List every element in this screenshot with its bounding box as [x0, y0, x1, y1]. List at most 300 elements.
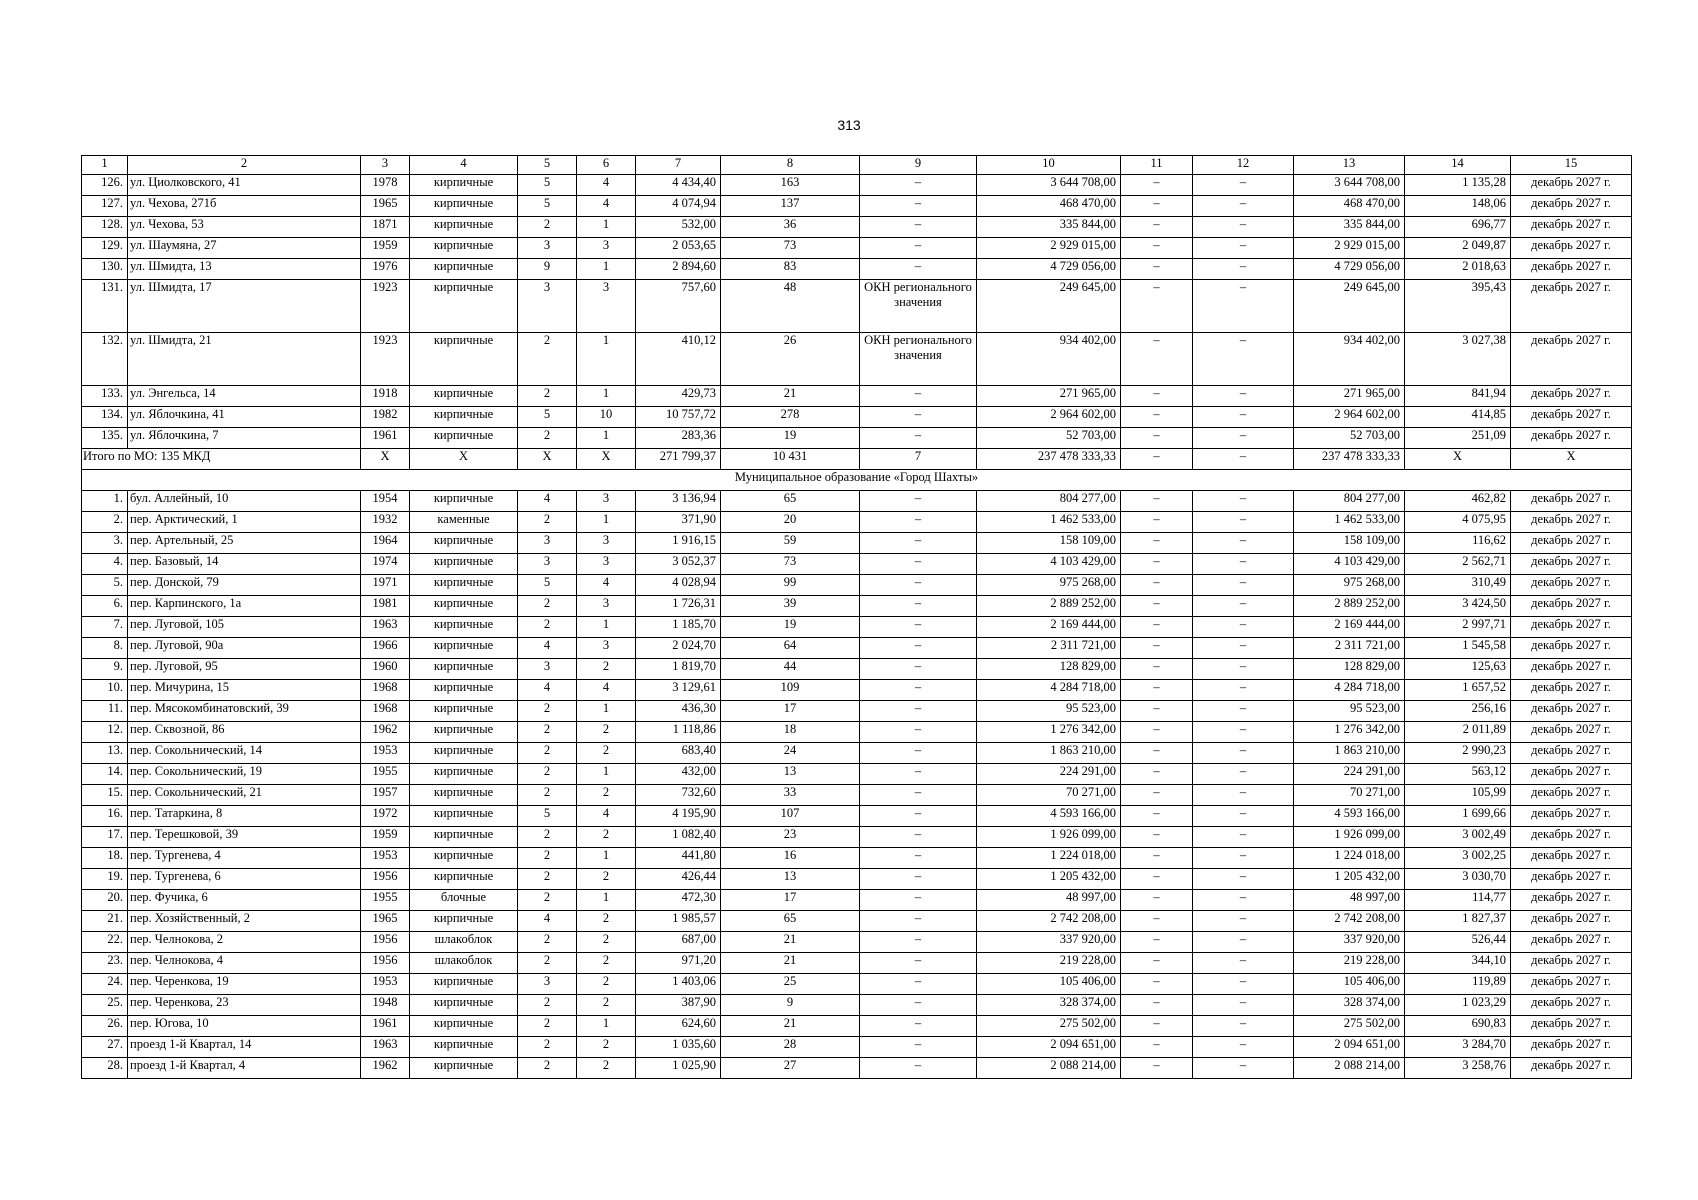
- table-cell: 4 075,95: [1405, 512, 1511, 533]
- table-cell: 1 985,57: [636, 911, 721, 932]
- table-cell: 975 268,00: [977, 575, 1121, 596]
- table-cell: 2: [518, 617, 577, 638]
- table-cell: 4: [518, 638, 577, 659]
- table-cell: 9: [518, 259, 577, 280]
- table-cell: 219 228,00: [977, 953, 1121, 974]
- table-cell: 130.: [82, 259, 128, 280]
- table-cell: 2 742 208,00: [1294, 911, 1405, 932]
- table-cell: –: [860, 554, 977, 575]
- header-cell: 10: [977, 156, 1121, 175]
- total-cell: 237 478 333,33: [1294, 449, 1405, 470]
- table-cell: 2 053,65: [636, 238, 721, 259]
- table-cell: 1971: [361, 575, 410, 596]
- table-cell: 4 103 429,00: [1294, 554, 1405, 575]
- table-cell: –: [1193, 743, 1294, 764]
- table-cell: кирпичные: [410, 659, 518, 680]
- table-cell: 2: [518, 512, 577, 533]
- table-cell: 114,77: [1405, 890, 1511, 911]
- table-cell: 2 094 651,00: [977, 1037, 1121, 1058]
- table-cell: каменные: [410, 512, 518, 533]
- table-cell: 4 593 166,00: [1294, 806, 1405, 827]
- table-cell: 1 657,52: [1405, 680, 1511, 701]
- table-cell: –: [1193, 554, 1294, 575]
- table-cell: шлакоблок: [410, 953, 518, 974]
- table-cell: 83: [721, 259, 860, 280]
- table-cell: 1: [577, 1016, 636, 1037]
- table-cell: 33: [721, 785, 860, 806]
- table-cell: 1 276 342,00: [977, 722, 1121, 743]
- table-cell: 116,62: [1405, 533, 1511, 554]
- table-cell: 335 844,00: [977, 217, 1121, 238]
- table-cell: 624,60: [636, 1016, 721, 1037]
- table-cell: 128 829,00: [977, 659, 1121, 680]
- table-cell: 335 844,00: [1294, 217, 1405, 238]
- table-cell: –: [1193, 722, 1294, 743]
- table-cell: 337 920,00: [1294, 932, 1405, 953]
- table-cell: 1966: [361, 638, 410, 659]
- table-cell: 4: [577, 575, 636, 596]
- table-cell: 2: [577, 1058, 636, 1079]
- table-cell: –: [1121, 428, 1193, 449]
- table-cell: 2: [577, 911, 636, 932]
- table-cell: 21: [721, 1016, 860, 1037]
- table-cell: –: [860, 995, 977, 1016]
- table-cell: –: [1193, 617, 1294, 638]
- table-cell: –: [1121, 932, 1193, 953]
- table-cell: –: [860, 1058, 977, 1079]
- table-cell: 410,12: [636, 333, 721, 386]
- table-cell: 1 863 210,00: [977, 743, 1121, 764]
- table-cell: 3: [577, 638, 636, 659]
- table-cell: –: [1193, 1016, 1294, 1037]
- table-cell: декабрь 2027 г.: [1511, 953, 1632, 974]
- total-cell: 271 799,37: [636, 449, 721, 470]
- table-cell: –: [1121, 217, 1193, 238]
- table-row: [82, 1058, 1632, 1079]
- table-cell: 934 402,00: [977, 333, 1121, 386]
- table-row: [82, 701, 1632, 722]
- table-cell: 21: [721, 932, 860, 953]
- table-cell: –: [860, 491, 977, 512]
- table-row: [82, 491, 1632, 512]
- table-cell: пер. Луговой, 105: [128, 617, 361, 638]
- table-cell: 133.: [82, 386, 128, 407]
- table-cell: 28: [721, 1037, 860, 1058]
- table-cell: кирпичные: [410, 428, 518, 449]
- table-cell: кирпичные: [410, 596, 518, 617]
- table-cell: –: [860, 764, 977, 785]
- header-cell: 14: [1405, 156, 1511, 175]
- table-cell: кирпичные: [410, 554, 518, 575]
- table-cell: –: [1193, 911, 1294, 932]
- table-cell: 1961: [361, 428, 410, 449]
- table-cell: 4 028,94: [636, 575, 721, 596]
- table-cell: 2: [577, 932, 636, 953]
- table-cell: ул. Яблочкина, 7: [128, 428, 361, 449]
- table-cell: –: [1121, 785, 1193, 806]
- table-cell: 135.: [82, 428, 128, 449]
- column-number-row: [82, 156, 1632, 175]
- table-cell: –: [860, 1037, 977, 1058]
- table-cell: 1 023,29: [1405, 995, 1511, 1016]
- table-cell: 22.: [82, 932, 128, 953]
- table-cell: –: [860, 743, 977, 764]
- table-cell: 1 035,60: [636, 1037, 721, 1058]
- total-cell: 10 431: [721, 449, 860, 470]
- table-cell: декабрь 2027 г.: [1511, 533, 1632, 554]
- table-cell: 4 074,94: [636, 196, 721, 217]
- table-cell: 1 135,28: [1405, 175, 1511, 196]
- table-cell: декабрь 2027 г.: [1511, 491, 1632, 512]
- table-cell: декабрь 2027 г.: [1511, 333, 1632, 386]
- table-cell: 1956: [361, 932, 410, 953]
- table-cell: 2 562,71: [1405, 554, 1511, 575]
- table-cell: декабрь 2027 г.: [1511, 196, 1632, 217]
- table-cell: 1 699,66: [1405, 806, 1511, 827]
- table-cell: 3: [518, 554, 577, 575]
- table-cell: 3: [518, 659, 577, 680]
- table-cell: 4 593 166,00: [977, 806, 1121, 827]
- table-cell: 2: [518, 217, 577, 238]
- table-cell: 4: [518, 911, 577, 932]
- table-cell: 1 185,70: [636, 617, 721, 638]
- table-cell: кирпичные: [410, 217, 518, 238]
- table-cell: 65: [721, 911, 860, 932]
- table-cell: 127.: [82, 196, 128, 217]
- table-cell: 2: [518, 869, 577, 890]
- table-cell: кирпичные: [410, 995, 518, 1016]
- table-cell: –: [1121, 259, 1193, 280]
- table-cell: 48 997,00: [977, 890, 1121, 911]
- table-cell: 119,89: [1405, 974, 1511, 995]
- table-row: [82, 333, 1632, 386]
- table-cell: 1 118,86: [636, 722, 721, 743]
- table-cell: кирпичные: [410, 259, 518, 280]
- table-cell: 2 990,23: [1405, 743, 1511, 764]
- table-cell: 224 291,00: [977, 764, 1121, 785]
- table-cell: –: [1193, 217, 1294, 238]
- table-cell: 1: [577, 333, 636, 386]
- table-cell: декабрь 2027 г.: [1511, 827, 1632, 848]
- table-cell: 2.: [82, 512, 128, 533]
- table-cell: 20: [721, 512, 860, 533]
- table-cell: 19: [721, 428, 860, 449]
- table-cell: 271 965,00: [1294, 386, 1405, 407]
- table-cell: пер. Сокольнический, 21: [128, 785, 361, 806]
- table-cell: кирпичные: [410, 386, 518, 407]
- table-cell: 5: [518, 575, 577, 596]
- table-cell: 2: [518, 701, 577, 722]
- table-cell: 9: [721, 995, 860, 1016]
- header-cell: 9: [860, 156, 977, 175]
- table-cell: пер. Тургенева, 6: [128, 869, 361, 890]
- table-cell: 17.: [82, 827, 128, 848]
- table-cell: –: [860, 680, 977, 701]
- table-cell: 13: [721, 764, 860, 785]
- table-cell: 1: [577, 386, 636, 407]
- table-cell: –: [860, 659, 977, 680]
- table-cell: –: [860, 175, 977, 196]
- table-cell: 2: [518, 722, 577, 743]
- table-cell: 2: [577, 722, 636, 743]
- table-cell: пер. Артельный, 25: [128, 533, 361, 554]
- table-cell: 107: [721, 806, 860, 827]
- table-cell: декабрь 2027 г.: [1511, 932, 1632, 953]
- table-cell: 2: [518, 953, 577, 974]
- table-cell: 1968: [361, 701, 410, 722]
- table-cell: –: [860, 617, 977, 638]
- table-row: [82, 512, 1632, 533]
- table-cell: 27: [721, 1058, 860, 1079]
- table-cell: 1959: [361, 238, 410, 259]
- table-cell: 563,12: [1405, 764, 1511, 785]
- table-cell: 249 645,00: [1294, 280, 1405, 333]
- header-cell: 6: [577, 156, 636, 175]
- table-cell: 2 964 602,00: [977, 407, 1121, 428]
- table-cell: 52 703,00: [1294, 428, 1405, 449]
- table-cell: 26.: [82, 1016, 128, 1037]
- table-cell: 137: [721, 196, 860, 217]
- table-cell: 4.: [82, 554, 128, 575]
- table-cell: 526,44: [1405, 932, 1511, 953]
- table-cell: –: [1121, 596, 1193, 617]
- table-cell: –: [1193, 1037, 1294, 1058]
- table-cell: ул. Шмидта, 13: [128, 259, 361, 280]
- table-cell: 73: [721, 554, 860, 575]
- table-cell: 275 502,00: [977, 1016, 1121, 1037]
- table-cell: 44: [721, 659, 860, 680]
- table-cell: кирпичные: [410, 533, 518, 554]
- table-cell: 2: [577, 953, 636, 974]
- table-cell: 3: [577, 596, 636, 617]
- table-cell: 1918: [361, 386, 410, 407]
- total-row: [82, 449, 1632, 470]
- header-cell: 1: [82, 156, 128, 175]
- table-cell: 3: [518, 238, 577, 259]
- table-cell: 99: [721, 575, 860, 596]
- table-cell: 131.: [82, 280, 128, 333]
- table-cell: 468 470,00: [1294, 196, 1405, 217]
- table-cell: 1: [577, 617, 636, 638]
- table-cell: 841,94: [1405, 386, 1511, 407]
- table-cell: 2 049,87: [1405, 238, 1511, 259]
- table-cell: 129.: [82, 238, 128, 259]
- table-cell: 5: [518, 175, 577, 196]
- table-cell: кирпичные: [410, 743, 518, 764]
- table-cell: пер. Терешковой, 39: [128, 827, 361, 848]
- table-cell: –: [1121, 554, 1193, 575]
- table-cell: 134.: [82, 407, 128, 428]
- table-cell: 532,00: [636, 217, 721, 238]
- table-cell: кирпичные: [410, 238, 518, 259]
- table-cell: 2 169 444,00: [977, 617, 1121, 638]
- table-cell: проезд 1-й Квартал, 4: [128, 1058, 361, 1079]
- table-cell: ОКН регионального значения: [860, 333, 977, 386]
- table-cell: 4 195,90: [636, 806, 721, 827]
- table-cell: 414,85: [1405, 407, 1511, 428]
- table-cell: 224 291,00: [1294, 764, 1405, 785]
- table-cell: –: [860, 196, 977, 217]
- table-cell: 2: [518, 1058, 577, 1079]
- table-cell: 1932: [361, 512, 410, 533]
- table-cell: декабрь 2027 г.: [1511, 1037, 1632, 1058]
- table-row: [82, 659, 1632, 680]
- table-cell: пер. Фучика, 6: [128, 890, 361, 911]
- table-cell: 20.: [82, 890, 128, 911]
- table-row: [82, 680, 1632, 701]
- table-cell: пер. Челнокова, 2: [128, 932, 361, 953]
- table-cell: 17: [721, 701, 860, 722]
- table-cell: 971,20: [636, 953, 721, 974]
- table-cell: –: [1121, 175, 1193, 196]
- table-cell: –: [1121, 407, 1193, 428]
- table-cell: –: [860, 848, 977, 869]
- table-cell: 1 545,58: [1405, 638, 1511, 659]
- table-cell: 683,40: [636, 743, 721, 764]
- table-cell: –: [1193, 280, 1294, 333]
- table-cell: 59: [721, 533, 860, 554]
- table-cell: 1 827,37: [1405, 911, 1511, 932]
- table-cell: –: [1193, 333, 1294, 386]
- table-cell: кирпичные: [410, 827, 518, 848]
- table-cell: 687,00: [636, 932, 721, 953]
- table-cell: –: [1121, 491, 1193, 512]
- table-cell: ул. Яблочкина, 41: [128, 407, 361, 428]
- table-cell: –: [1121, 806, 1193, 827]
- table-cell: 132.: [82, 333, 128, 386]
- table-row: [82, 932, 1632, 953]
- table-cell: 1 926 099,00: [977, 827, 1121, 848]
- table-cell: –: [860, 512, 977, 533]
- table-cell: 1953: [361, 974, 410, 995]
- table-cell: 18: [721, 722, 860, 743]
- table-cell: –: [860, 722, 977, 743]
- table-cell: 2 088 214,00: [977, 1058, 1121, 1079]
- table-cell: 1 224 018,00: [977, 848, 1121, 869]
- table-cell: 1959: [361, 827, 410, 848]
- table-row: [82, 533, 1632, 554]
- table-cell: 105 406,00: [977, 974, 1121, 995]
- table-cell: 1 462 533,00: [1294, 512, 1405, 533]
- table-cell: 2 894,60: [636, 259, 721, 280]
- table-cell: 1953: [361, 848, 410, 869]
- table-cell: 1978: [361, 175, 410, 196]
- table-cell: 1956: [361, 953, 410, 974]
- table-cell: –: [1121, 974, 1193, 995]
- table-cell: –: [1193, 259, 1294, 280]
- table-cell: 65: [721, 491, 860, 512]
- total-label: Итого по МО: 135 МКД: [82, 449, 361, 470]
- table-cell: 18.: [82, 848, 128, 869]
- table-cell: –: [1121, 890, 1193, 911]
- table-cell: –: [860, 911, 977, 932]
- table-cell: –: [1193, 596, 1294, 617]
- table-cell: 436,30: [636, 701, 721, 722]
- table-cell: 1981: [361, 596, 410, 617]
- table-cell: –: [1193, 428, 1294, 449]
- table-cell: –: [860, 785, 977, 806]
- table-cell: 13: [721, 869, 860, 890]
- table-cell: 1955: [361, 764, 410, 785]
- header-cell: 7: [636, 156, 721, 175]
- table-cell: 36: [721, 217, 860, 238]
- table-cell: кирпичные: [410, 280, 518, 333]
- table-row: [82, 806, 1632, 827]
- table-cell: –: [1121, 280, 1193, 333]
- table-cell: 1962: [361, 722, 410, 743]
- table-cell: 1953: [361, 743, 410, 764]
- table-cell: пер. Сокольнический, 19: [128, 764, 361, 785]
- table-cell: 1965: [361, 196, 410, 217]
- table-cell: 3 052,37: [636, 554, 721, 575]
- table-cell: 2 011,89: [1405, 722, 1511, 743]
- table-cell: кирпичные: [410, 869, 518, 890]
- table-cell: 2: [577, 1037, 636, 1058]
- table-cell: 1963: [361, 617, 410, 638]
- table-cell: 128 829,00: [1294, 659, 1405, 680]
- header-cell: 15: [1511, 156, 1632, 175]
- table-row: [82, 407, 1632, 428]
- table-cell: пер. Тургенева, 4: [128, 848, 361, 869]
- table-cell: кирпичные: [410, 848, 518, 869]
- table-cell: 2: [577, 659, 636, 680]
- table-cell: декабрь 2027 г.: [1511, 554, 1632, 575]
- table-cell: кирпичные: [410, 617, 518, 638]
- table-cell: ОКН регионального значения: [860, 280, 977, 333]
- table-row: [82, 638, 1632, 659]
- table-cell: 3: [518, 280, 577, 333]
- table-cell: 690,83: [1405, 1016, 1511, 1037]
- table-cell: 19: [721, 617, 860, 638]
- table-cell: –: [860, 575, 977, 596]
- table-cell: 1 205 432,00: [977, 869, 1121, 890]
- table-row: [82, 890, 1632, 911]
- table-cell: 14.: [82, 764, 128, 785]
- table-cell: декабрь 2027 г.: [1511, 722, 1632, 743]
- table-row: [82, 280, 1632, 333]
- table-cell: 64: [721, 638, 860, 659]
- table-cell: 6.: [82, 596, 128, 617]
- table-cell: декабрь 2027 г.: [1511, 911, 1632, 932]
- table-cell: декабрь 2027 г.: [1511, 995, 1632, 1016]
- table-cell: кирпичные: [410, 785, 518, 806]
- table-cell: декабрь 2027 г.: [1511, 1058, 1632, 1079]
- table-cell: 2: [518, 333, 577, 386]
- table-cell: 3 129,61: [636, 680, 721, 701]
- table-cell: 19.: [82, 869, 128, 890]
- table-cell: пер. Мясокомбинатовский, 39: [128, 701, 361, 722]
- table-cell: 1 276 342,00: [1294, 722, 1405, 743]
- table-cell: 328 374,00: [1294, 995, 1405, 1016]
- table-cell: 1 224 018,00: [1294, 848, 1405, 869]
- table-cell: пер. Базовый, 14: [128, 554, 361, 575]
- table-cell: 271 965,00: [977, 386, 1121, 407]
- table-cell: декабрь 2027 г.: [1511, 890, 1632, 911]
- table-cell: декабрь 2027 г.: [1511, 428, 1632, 449]
- table-cell: –: [1121, 533, 1193, 554]
- table-cell: 1965: [361, 911, 410, 932]
- table-cell: 4 284 718,00: [977, 680, 1121, 701]
- table-cell: 52 703,00: [977, 428, 1121, 449]
- total-cell: 7: [860, 449, 977, 470]
- table-cell: 371,90: [636, 512, 721, 533]
- table-cell: 21: [721, 953, 860, 974]
- table-cell: декабрь 2027 г.: [1511, 869, 1632, 890]
- table-cell: –: [860, 1016, 977, 1037]
- total-cell: 237 478 333,33: [977, 449, 1121, 470]
- table-cell: –: [860, 974, 977, 995]
- table-cell: –: [860, 953, 977, 974]
